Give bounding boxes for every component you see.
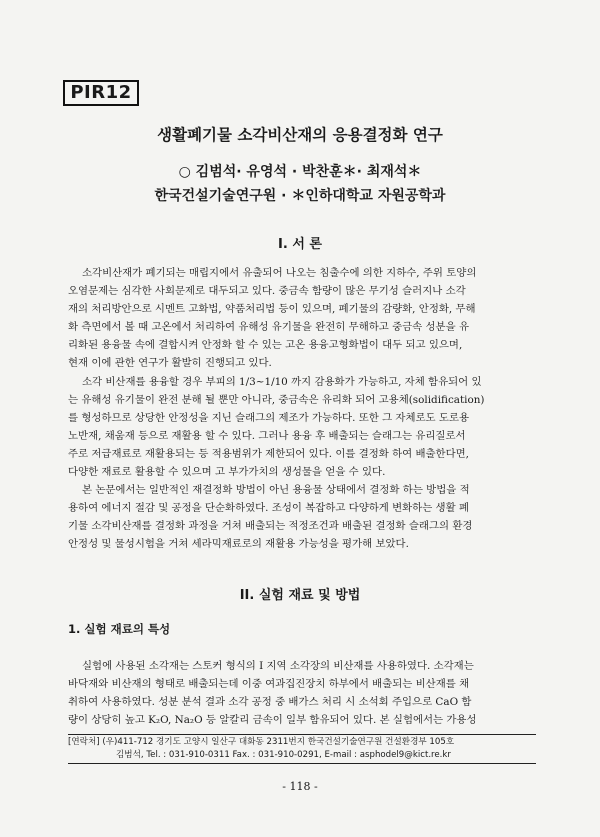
text-line: 현재 이에 관한 연구가 활발히 진행되고 있다.: [68, 357, 272, 370]
text-line: 재의 처리방안으로 시멘트 고화법, 약품처리법 등이 있으며, 폐기물의 감량화, 안정화, 무해: [68, 303, 476, 316]
text-line: 실험에 사용된 소각재는 스토커 형식의 I 지역 소각장의 비산재를 사용하였다. 소각재는: [82, 660, 474, 672]
page-number: - 118 -: [282, 780, 318, 793]
text-line: 오염문제는 심각한 사회문제로 대두되고 있다. 중금속 함량이 많은 무기성 슬러지나 소각: [68, 285, 466, 298]
methods-text: [68, 657, 536, 729]
text-line: 주로 저급재료로 재활용되는 등 적용범위가 제한되어 있다. 이를 결정화 하여 배출한다면,: [68, 447, 469, 460]
contact-footnote: [68, 734, 536, 764]
introduction-text: [68, 264, 536, 554]
text-line: 는 유해성 유기물이 완전 분해 될 뿐만 아니라, 중금속은 유리화 되어 고용체(solidification): [68, 393, 485, 406]
text-line: 용하여 에너지 절감 및 공정을 단순화하였다. 조성이 복잡하고 다양하게 변화하는 생활 폐: [68, 502, 469, 515]
text-line: 안정성 및 물성시험을 거쳐 세라믹재료로의 재활용 가능성을 평가해 보았다.: [68, 538, 409, 551]
contact-address: [연락처] (우)411-712 경기도 고양시 일산구 대화동 2311번지 한국건설기술연구원 건설환경부 105호: [68, 737, 455, 747]
text-line: 를 형성하므로 상당한 안정성을 지닌 슬래그의 제조가 가능하다. 또한 그 자체로도 도로용: [68, 411, 469, 424]
section-heading-methods: II. 실험 재료 및 방법: [239, 588, 361, 603]
text-line: 소각 비산재를 용융할 경우 부피의 1/3~1/10 까지 감용화가 가능하고, 자체 함유되어 있: [82, 375, 482, 388]
text-line: 취하여 사용하였다. 성분 분석 결과 소각 공정 중 배가스 처리 시 소석회 주입으로 CaO 함: [68, 696, 472, 709]
paper-code-box: PIR12: [63, 80, 139, 106]
text-line: 기물 소각비산재를 결정화 과정을 거쳐 배출되는 적정조건과 배출된 결정화 슬래그의 환경: [68, 520, 473, 533]
authors-block: [0, 160, 600, 208]
text-line: 화 측면에서 볼 때 고온에서 처리하여 유해성 유기물을 완전히 무해하고 중금속 성분을 유: [68, 321, 469, 334]
authors-affiliations: 한국건설기술연구원 · ＊인하대학교 자원공학과: [154, 188, 446, 204]
text-line: 리화된 용융물 속에 결합시켜 안정화 할 수 있는 고온 용융고형화법이 대두 되고 있으며,: [68, 339, 463, 352]
text-line: 량이 상당히 높고 K₂O, Na₂O 등 알칼리 금속이 일부 함유되어 있다. 본 실험에서는 가용성: [68, 714, 477, 727]
subsection-heading-materials: 1. 실험 재료의 특성: [68, 622, 171, 636]
text-line: 다양한 재료로 활용할 수 있으며 고 부가가치의 생성물을 얻을 수 있다.: [68, 466, 386, 479]
section-heading-introduction: I. 서 론: [278, 237, 322, 252]
authors-names: ○ 김범석· 유영석 · 박찬훈＊· 최재석＊: [178, 164, 422, 180]
text-line: 본 논문에서는 일반적인 재결정화 방법이 아닌 용융물 상태에서 결정화 하는 방법을 적: [82, 484, 470, 497]
text-line: 바닥재와 비산재의 형태로 배출되는데 이중 여과집진장치 하부에서 배출되는 비산재를 채: [68, 678, 470, 691]
contact-details: 김범석, Tel. : 031-910-0311 Fax. : 031-910-0291, E-mail : asphodel9@kict.re.kr: [116, 749, 451, 760]
paper-title: 생활폐기물 소각비산재의 응용결정화 연구: [157, 126, 443, 144]
text-line: 노반재, 채움재 등으로 재활용 할 수 있다. 그러나 용융 후 배출되는 슬래그는 유리질로서: [68, 429, 466, 442]
text-line: 소각비산재가 폐기되는 매립지에서 유출되어 나오는 침출수에 의한 지하수, 주위 토양의: [82, 267, 477, 279]
